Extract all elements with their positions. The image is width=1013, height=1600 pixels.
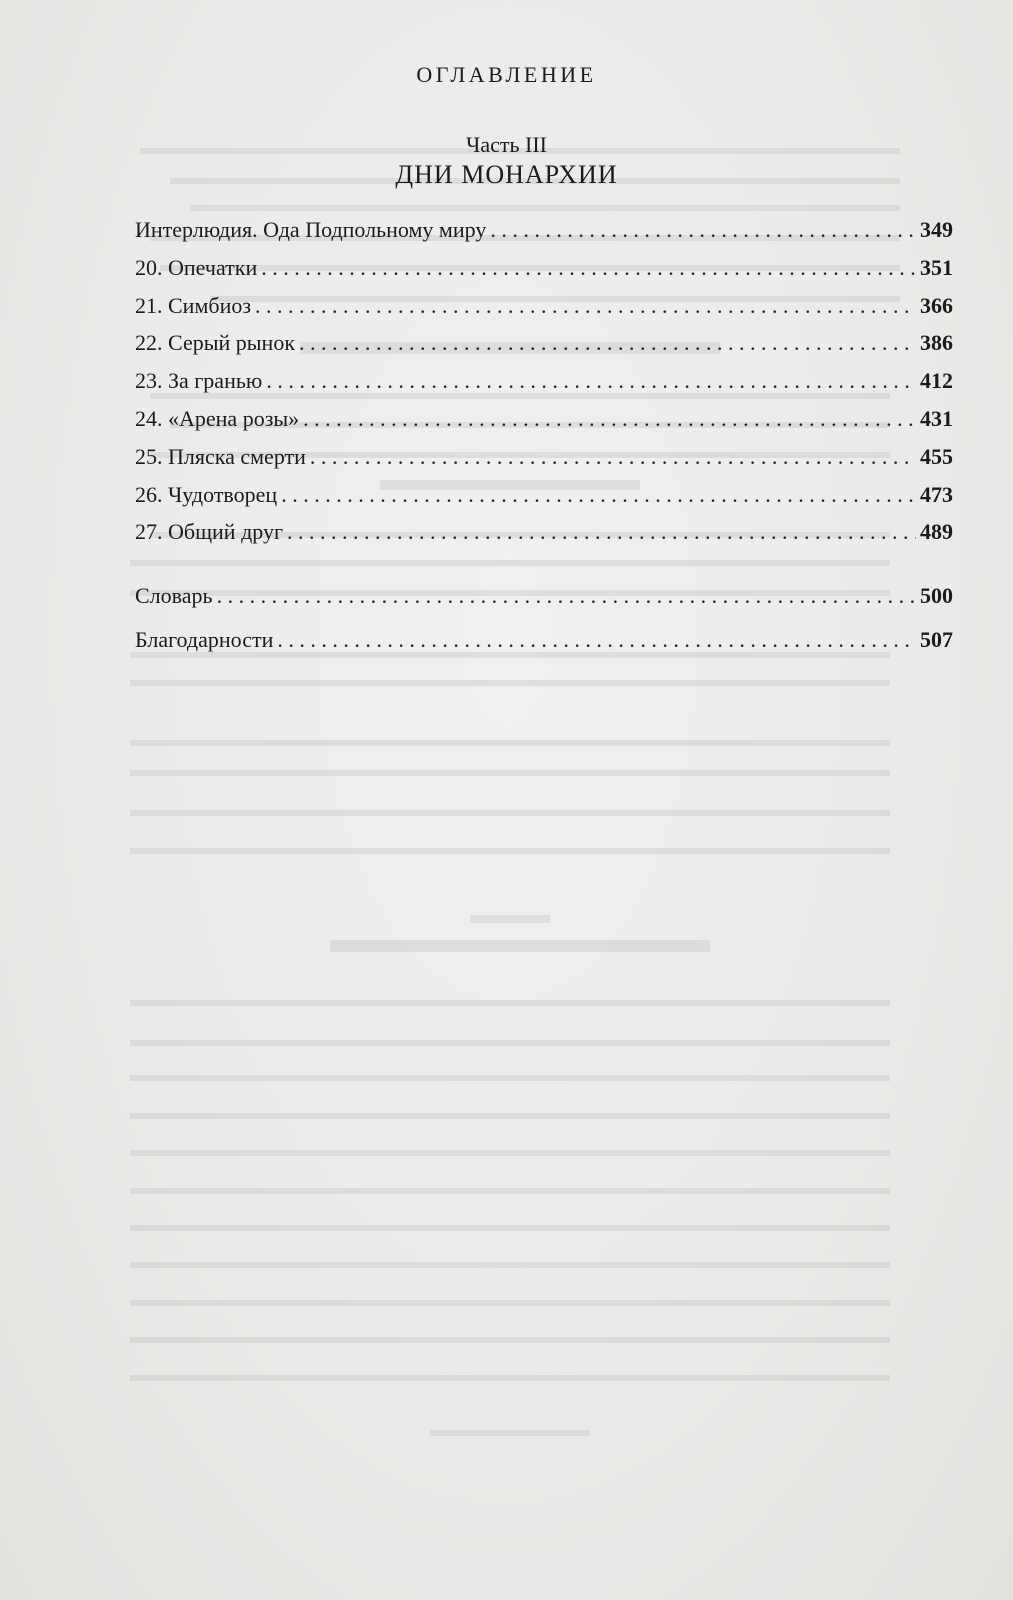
dot-leader [266,366,916,396]
toc-entry[interactable] [135,215,953,253]
toc-entry[interactable] [135,366,953,404]
dot-leader [281,480,916,510]
toc-entry-title: 22. Серый рынок [135,330,296,356]
dot-leader [287,517,916,547]
toc-entry[interactable] [135,517,953,555]
toc-entry-page: 386 [920,330,953,356]
part-label: Часть III [466,132,547,157]
toc-entry-page: 349 [920,217,953,242]
toc-entry[interactable] [135,328,953,366]
toc-entry-title: 20. Опечатки [135,254,258,280]
toc-entry[interactable] [135,442,953,480]
toc-entry-title: 21. Симбиоз [135,292,252,318]
toc-entry[interactable] [135,480,953,518]
dot-leader [255,291,916,321]
dot-leader [217,581,916,611]
toc-entry-title: 24. «Арена розы» [135,405,300,431]
table-of-contents [135,215,953,663]
toc-entry-title: 27. Общий друг [135,519,283,545]
toc-entry-page: 500 [920,583,953,609]
toc-entry-page: 412 [920,368,953,394]
toc-entry-page: 366 [920,292,953,318]
toc-entry[interactable] [135,625,953,663]
toc-entry-title: Благодарности [135,626,274,652]
toc-entry-title: 23. За гранью [135,368,263,394]
toc-entry-page: 431 [920,405,953,431]
dot-leader [261,253,916,283]
toc-entry-page: 351 [920,254,953,280]
dot-leader [310,442,916,472]
toc-entry-title: 26. Чудотворец [135,481,278,507]
toc-entry-page: 507 [920,626,953,652]
toc-entry-title: 25. Пляска смерти [135,443,306,469]
dot-leader [303,404,916,434]
dot-leader [299,328,916,358]
toc-entry[interactable] [135,581,953,619]
toc-entry[interactable] [135,404,953,442]
part-title: ДНИ МОНАРХИИ [395,160,618,189]
toc-entry[interactable] [135,291,953,329]
dot-leader [490,215,916,245]
toc-entry-page: 473 [920,481,953,507]
toc-entry-page: 489 [920,519,953,545]
toc-entry-title: Интерлюдия. Ода Подпольному миру [135,217,487,242]
toc-entry-title: Словарь [135,583,213,609]
dot-leader [277,625,916,655]
toc-entry[interactable] [135,253,953,291]
page-heading: ОГЛАВЛЕНИЕ [416,62,597,87]
toc-entry-page: 455 [920,443,953,469]
